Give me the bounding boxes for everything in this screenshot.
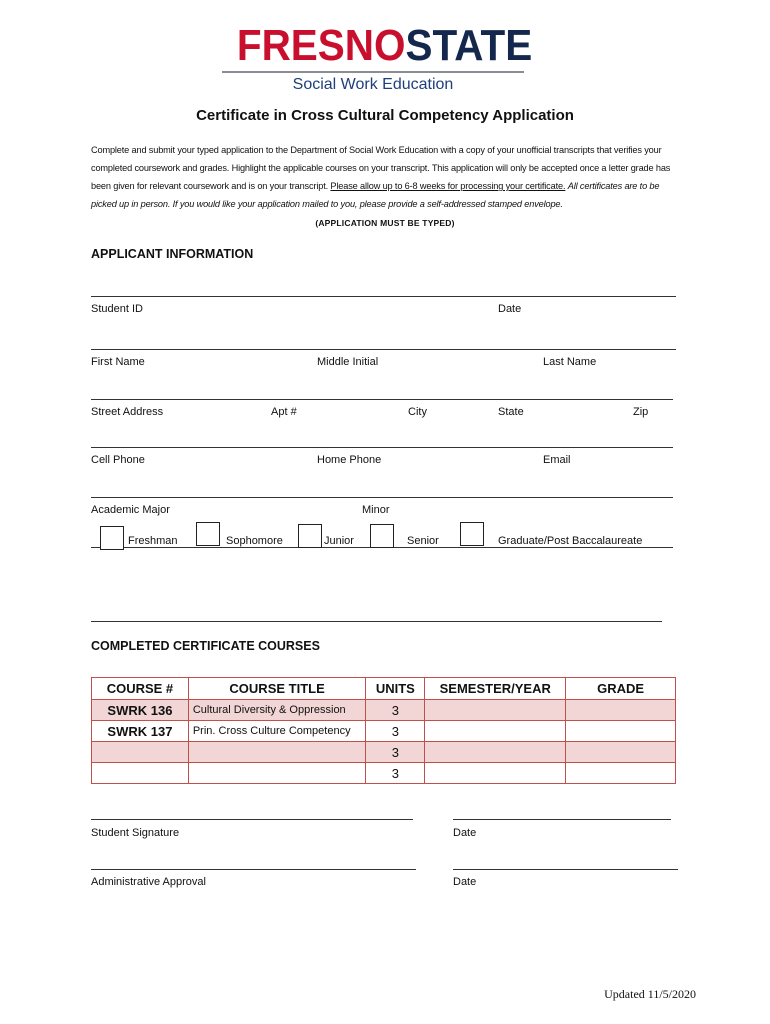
admin-approval-label: Administrative Approval bbox=[91, 876, 206, 888]
course-title-cell: Prin. Cross Culture Competency bbox=[188, 721, 366, 742]
grade-cell[interactable] bbox=[566, 721, 676, 742]
pickup-note: All certificates are to be picked up in person. If you would like your application mailed to you, please provide a self-addressed stamped envelope. bbox=[91, 181, 660, 209]
cell-phone-label: Cell Phone bbox=[91, 454, 145, 466]
senior-checkbox[interactable] bbox=[370, 524, 394, 548]
department-name: Social Work Education bbox=[292, 76, 454, 93]
grade-cell[interactable] bbox=[566, 763, 676, 784]
middle-initial-label: Middle Initial bbox=[317, 356, 379, 368]
grade-cell[interactable] bbox=[566, 742, 676, 763]
table-row bbox=[92, 721, 676, 742]
logo-divider bbox=[222, 71, 524, 73]
academic-major-label: Academic Major bbox=[91, 504, 170, 516]
applicant-section-title: APPLICANT INFORMATION bbox=[91, 247, 254, 261]
header-course-number: COURSE # bbox=[92, 678, 189, 700]
separator-line bbox=[91, 621, 662, 622]
approval-date-label: Date bbox=[453, 876, 477, 888]
grade-cell[interactable] bbox=[566, 700, 676, 721]
state-label: State bbox=[498, 406, 524, 418]
processing-time-note: Please allow up to 6-8 weeks for processing your certificate. bbox=[330, 181, 566, 191]
must-be-typed-note: (APPLICATION MUST BE TYPED) bbox=[315, 218, 455, 228]
units-cell: 3 bbox=[366, 763, 425, 784]
name-line[interactable] bbox=[91, 349, 676, 350]
student-id-date-line[interactable] bbox=[91, 296, 676, 297]
semester-cell[interactable] bbox=[425, 742, 566, 763]
logo-wordmark bbox=[237, 22, 532, 70]
major-minor-line[interactable] bbox=[91, 497, 673, 498]
course-code-cell[interactable] bbox=[92, 763, 189, 784]
student-signature-line[interactable] bbox=[91, 819, 413, 820]
updated-date: Updated 11/5/2020 bbox=[604, 987, 696, 1001]
student-id-label: Student ID bbox=[91, 303, 143, 315]
zip-label: Zip bbox=[633, 406, 649, 418]
signature-date-line[interactable] bbox=[453, 819, 671, 820]
minor-label: Minor bbox=[362, 504, 390, 516]
units-cell: 3 bbox=[366, 742, 425, 763]
junior-label: Junior bbox=[324, 535, 354, 547]
course-code-cell[interactable] bbox=[92, 742, 189, 763]
email-label: Email bbox=[543, 454, 571, 466]
courses-header-row bbox=[92, 678, 676, 700]
graduate-checkbox[interactable] bbox=[460, 522, 484, 546]
logo-part-1: FRESNO bbox=[237, 21, 407, 70]
course-title-cell[interactable] bbox=[188, 742, 366, 763]
street-address-label: Street Address bbox=[91, 406, 164, 418]
address-line[interactable] bbox=[91, 399, 673, 400]
first-name-label: First Name bbox=[91, 356, 145, 368]
page-title: Certificate in Cross Cultural Competency Application bbox=[196, 107, 574, 124]
semester-cell[interactable] bbox=[425, 721, 566, 742]
sophomore-checkbox[interactable] bbox=[196, 522, 220, 546]
apt-label: Apt # bbox=[271, 406, 297, 418]
course-title-cell[interactable] bbox=[188, 763, 366, 784]
header-course-title: COURSE TITLE bbox=[188, 678, 366, 700]
junior-checkbox[interactable] bbox=[298, 524, 322, 548]
header-grade: GRADE bbox=[566, 678, 676, 700]
semester-cell[interactable] bbox=[425, 700, 566, 721]
signature-date-label: Date bbox=[453, 827, 477, 839]
home-phone-label: Home Phone bbox=[317, 454, 382, 466]
courses-table bbox=[91, 677, 676, 784]
last-name-label: Last Name bbox=[543, 356, 597, 368]
graduate-label: Graduate/Post Baccalaureate bbox=[498, 535, 643, 547]
header-semester-year: SEMESTER/YEAR bbox=[425, 678, 566, 700]
freshman-checkbox[interactable] bbox=[100, 526, 124, 550]
student-signature-label: Student Signature bbox=[91, 827, 180, 839]
senior-label: Senior bbox=[407, 535, 439, 547]
logo-part-2: STATE bbox=[406, 21, 533, 70]
instructions-text: Complete and submit your typed application to the Department of Social Work Education with a copy of your unofficial transcripts that verifies your completed coursework and grades. Highlight the applicable courses on your transcript. This application will only be accepted once a letter grade has been given for relevant coursework and is on your transcript. bbox=[91, 145, 671, 191]
phone-line[interactable] bbox=[91, 447, 673, 448]
course-code-cell: SWRK 137 bbox=[92, 721, 189, 742]
courses-section-title: COMPLETED CERTIFICATE COURSES bbox=[91, 639, 320, 653]
approval-date-line[interactable] bbox=[453, 869, 678, 870]
table-row bbox=[92, 700, 676, 721]
logo bbox=[0, 22, 770, 70]
date-label: Date bbox=[498, 303, 522, 315]
table-row bbox=[92, 763, 676, 784]
instructions-paragraph bbox=[91, 141, 686, 213]
course-code-cell: SWRK 136 bbox=[92, 700, 189, 721]
table-row bbox=[92, 742, 676, 763]
units-cell: 3 bbox=[366, 721, 425, 742]
freshman-label: Freshman bbox=[128, 535, 178, 547]
city-label: City bbox=[408, 406, 427, 418]
sophomore-label: Sophomore bbox=[226, 535, 283, 547]
header-units: UNITS bbox=[366, 678, 425, 700]
units-cell: 3 bbox=[366, 700, 425, 721]
admin-approval-line[interactable] bbox=[91, 869, 416, 870]
course-title-cell: Cultural Diversity & Oppression bbox=[188, 700, 366, 721]
semester-cell[interactable] bbox=[425, 763, 566, 784]
